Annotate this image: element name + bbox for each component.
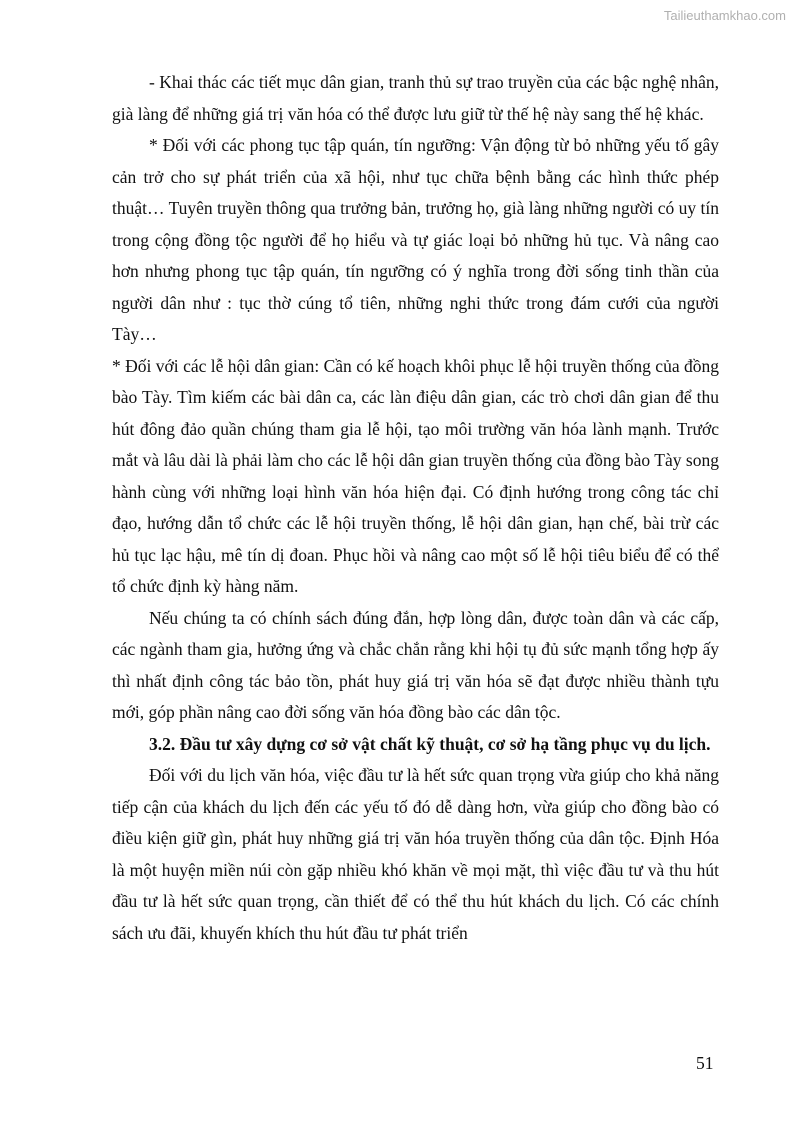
- paragraph-customs-beliefs: * Đối với các phong tục tập quán, tín ngưỡng: Vận động từ bỏ những yếu tố gây cản trở cho sự phát triển của xã hội, như tục chữa bệnh bằng các hình thức phép thuật… Tuyên truyền thông qua trưởng bản, trưởng họ, già làng những người có uy tín trong cộng đồng tộc người để họ hiểu và tự giác loại bỏ những hủ tục. Và nâng cao hơn nhưng phong tục tập quán, tín ngưỡng có ý nghĩa trong đời sống tinh thần của người dân như : tục thờ cúng tổ tiên, những nghi thức trong đám cưới của người Tày…: [112, 135, 719, 344]
- paragraph-folk-performances: - Khai thác các tiết mục dân gian, tranh thủ sự trao truyền của các bậc nghệ nhân, già làng để những giá trị văn hóa có thể được lưu giữ từ thế hệ này sang thế hệ khác.: [112, 72, 719, 124]
- paragraph-cultural-tourism: Đối với du lịch văn hóa, việc đầu tư là hết sức quan trọng vừa giúp cho khả năng tiếp cận của khách du lịch đến các yếu tố đó dễ dàng hơn, vừa giúp cho đồng bào có điều kiện giữ gìn, phát huy những giá trị văn hóa truyền thống của dân tộc. Định Hóa là một huyện miền núi còn gặp nhiều khó khăn về mọi mặt, thì việc đầu tư và thu hút đầu tư là hết sức quan trọng, cần thiết để có thể thu hút khách du lịch. Có các chính sách ưu đãi, khuyến khích thu hút đầu tư phát triển: [112, 765, 719, 943]
- section-heading: 3.2. Đầu tư xây dựng cơ sở vật chất kỹ thuật, cơ sở hạ tầng phục vụ du lịch.: [149, 733, 711, 754]
- watermark-text: Tailieuthamkhao.com: [663, 8, 786, 23]
- page-number: 51: [696, 1053, 714, 1073]
- paragraph-folk-festivals: * Đối với các lễ hội dân gian: Cần có kế hoạch khôi phục lễ hội truyền thống của đồng bào Tày. Tìm kiếm các bài dân ca, các làn điệu dân gian, các trò chơi dân gian để thu hút đông đảo quần chúng tham gia lễ hội, tạo môi trường văn hóa lành mạnh. Trước mắt và lâu dài là phải làm cho các lễ hội dân gian truyền thống của đồng bào Tày song hành cùng với những loại hình văn hóa hiện đại. Có định hướng trong công tác chỉ đạo, hướng dẫn tổ chức các lễ hội truyền thống, lễ hội dân gian, hạn chế, bài trừ các hủ tục lạc hậu, mê tín dị đoan. Phục hồi và nâng cao một số lễ hội tiêu biểu để có thể tổ chức định kỳ hàng năm.: [112, 355, 719, 596]
- document-body: [112, 67, 719, 949]
- paragraph-policy: Nếu chúng ta có chính sách đúng đắn, hợp lòng dân, được toàn dân và các cấp, các ngành tham gia, hưởng ứng và chắc chắn rằng khi hội tụ đủ sức mạnh tổng hợp ấy thì nhất định công tác bảo tồn, phát huy giá trị văn hóa sẽ đạt được nhiều thành tựu mới, góp phần nâng cao đời sống văn hóa đồng bào các dân tộc.: [112, 607, 719, 722]
